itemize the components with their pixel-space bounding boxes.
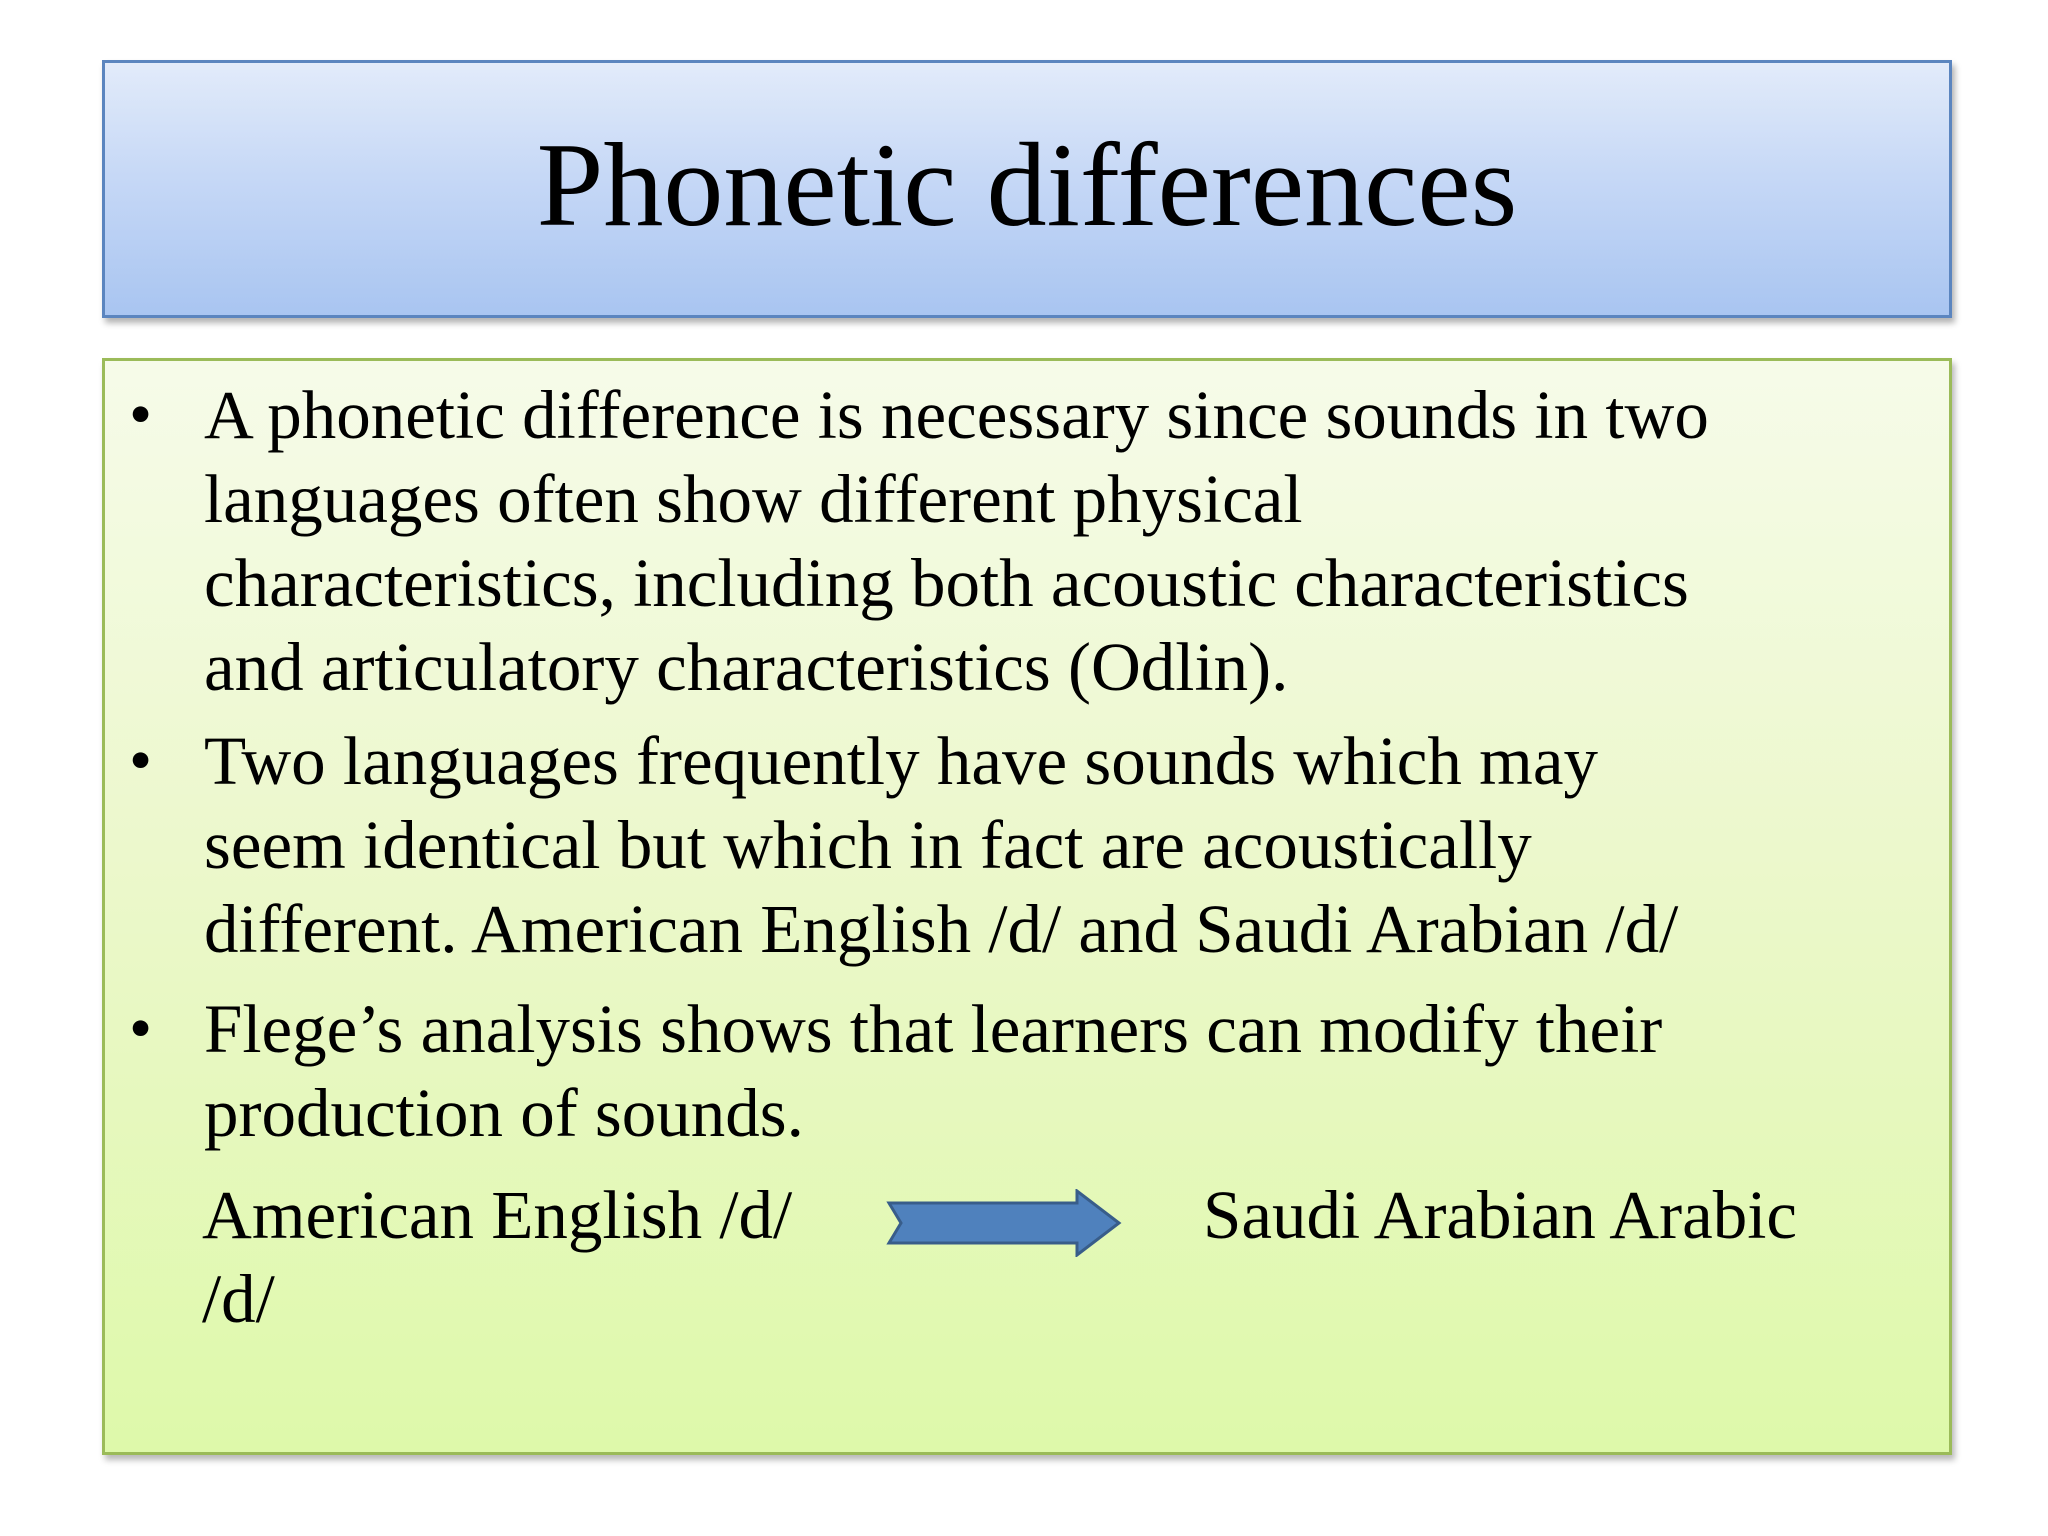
example-target-phoneme: /d/ [202,1261,275,1337]
bullet-1-line-4: and articulatory characteristics (Odlin). [204,629,1289,705]
bullet-2-line-3: different. American English /d/ and Saudi Arabian /d/ [204,891,1679,967]
example-source-sound: American English /d/ [202,1177,793,1253]
bullet-3-line-2: production of sounds. [204,1075,804,1151]
bullet-marker: • [129,724,153,797]
example-target-sound: Saudi Arabian Arabic [1203,1177,1798,1253]
right-arrow-icon [885,1189,1125,1257]
bullet-marker: • [129,378,153,451]
bullet-2-line-2: seem identical but which in fact are acoustically [204,807,1532,883]
content-box [102,358,1952,1455]
bullet-2-line-1: Two languages frequently have sounds which may [204,723,1598,799]
bullet-3-line-1: Flege’s analysis shows that learners can modify their [204,991,1663,1067]
title-box [102,60,1952,318]
bullet-text-2 [204,719,1964,971]
bullet-marker: • [129,992,153,1065]
bullet-text-1 [204,373,1964,709]
bullet-1-line-2: languages often show different physical [204,461,1303,537]
bullet-text-3 [204,987,1964,1155]
bullet-1-line-3: characteristics, including both acoustic characteristics [204,545,1689,621]
slide-title: Phonetic differences [536,118,1518,251]
bullet-1-line-1: A phonetic difference is necessary since sounds in two [204,377,1709,453]
